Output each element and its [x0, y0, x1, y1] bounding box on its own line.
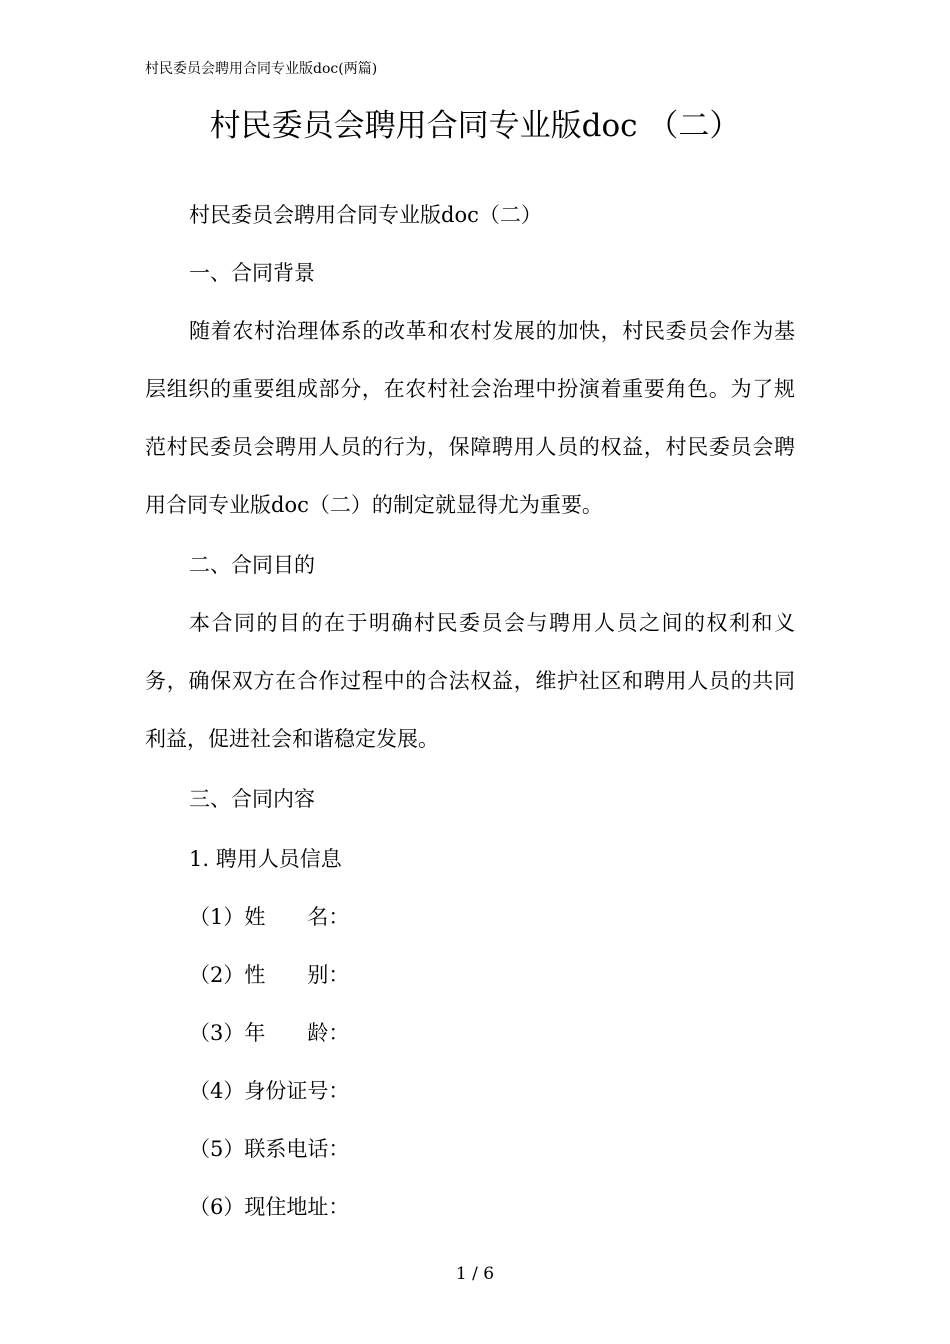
employee-info-fields: [189, 897, 795, 1227]
running-header: 村民委员会聘用合同专业版doc(两篇): [145, 61, 378, 77]
field-name: （1）姓 名：: [189, 905, 350, 929]
field-age: （3）年 龄：: [189, 1021, 350, 1045]
section-heading-background: 一、合同背景: [189, 261, 315, 285]
page-number: 1 / 6: [455, 1264, 495, 1284]
paragraph-background: 随着农村治理体系的改革和农村发展的加快，村民委员会作为基层组织的重要组成部分，在农村社会治理中扮演着重要角色。为了规范村民委员会聘用人员的行为，保障聘用人员的权益，村民委员会聘用合同专业版doc（二）的制定就显得尤为重要。: [145, 319, 795, 517]
document-body: [145, 195, 795, 1245]
document-subtitle: 村民委员会聘用合同专业版doc（二）: [189, 203, 542, 227]
section-heading-purpose: 二、合同目的: [189, 553, 315, 577]
field-id-number: （4）身份证号：: [189, 1079, 350, 1103]
field-phone: （5）联系电话：: [189, 1137, 350, 1161]
field-address: （6）现住地址：: [189, 1195, 350, 1219]
field-gender: （2）性 别：: [189, 963, 350, 987]
document-title: 村民委员会聘用合同专业版doc （二）: [209, 108, 741, 144]
paragraph-purpose: 本合同的目的在于明确村民委员会与聘用人员之间的权利和义务，确保双方在合作过程中的合法权益，维护社区和聘用人员的共同利益，促进社会和谐稳定发展。: [145, 611, 795, 751]
subsection-heading-employee-info: 1. 聘用人员信息: [189, 847, 342, 871]
section-heading-content: 三、合同内容: [189, 787, 315, 811]
